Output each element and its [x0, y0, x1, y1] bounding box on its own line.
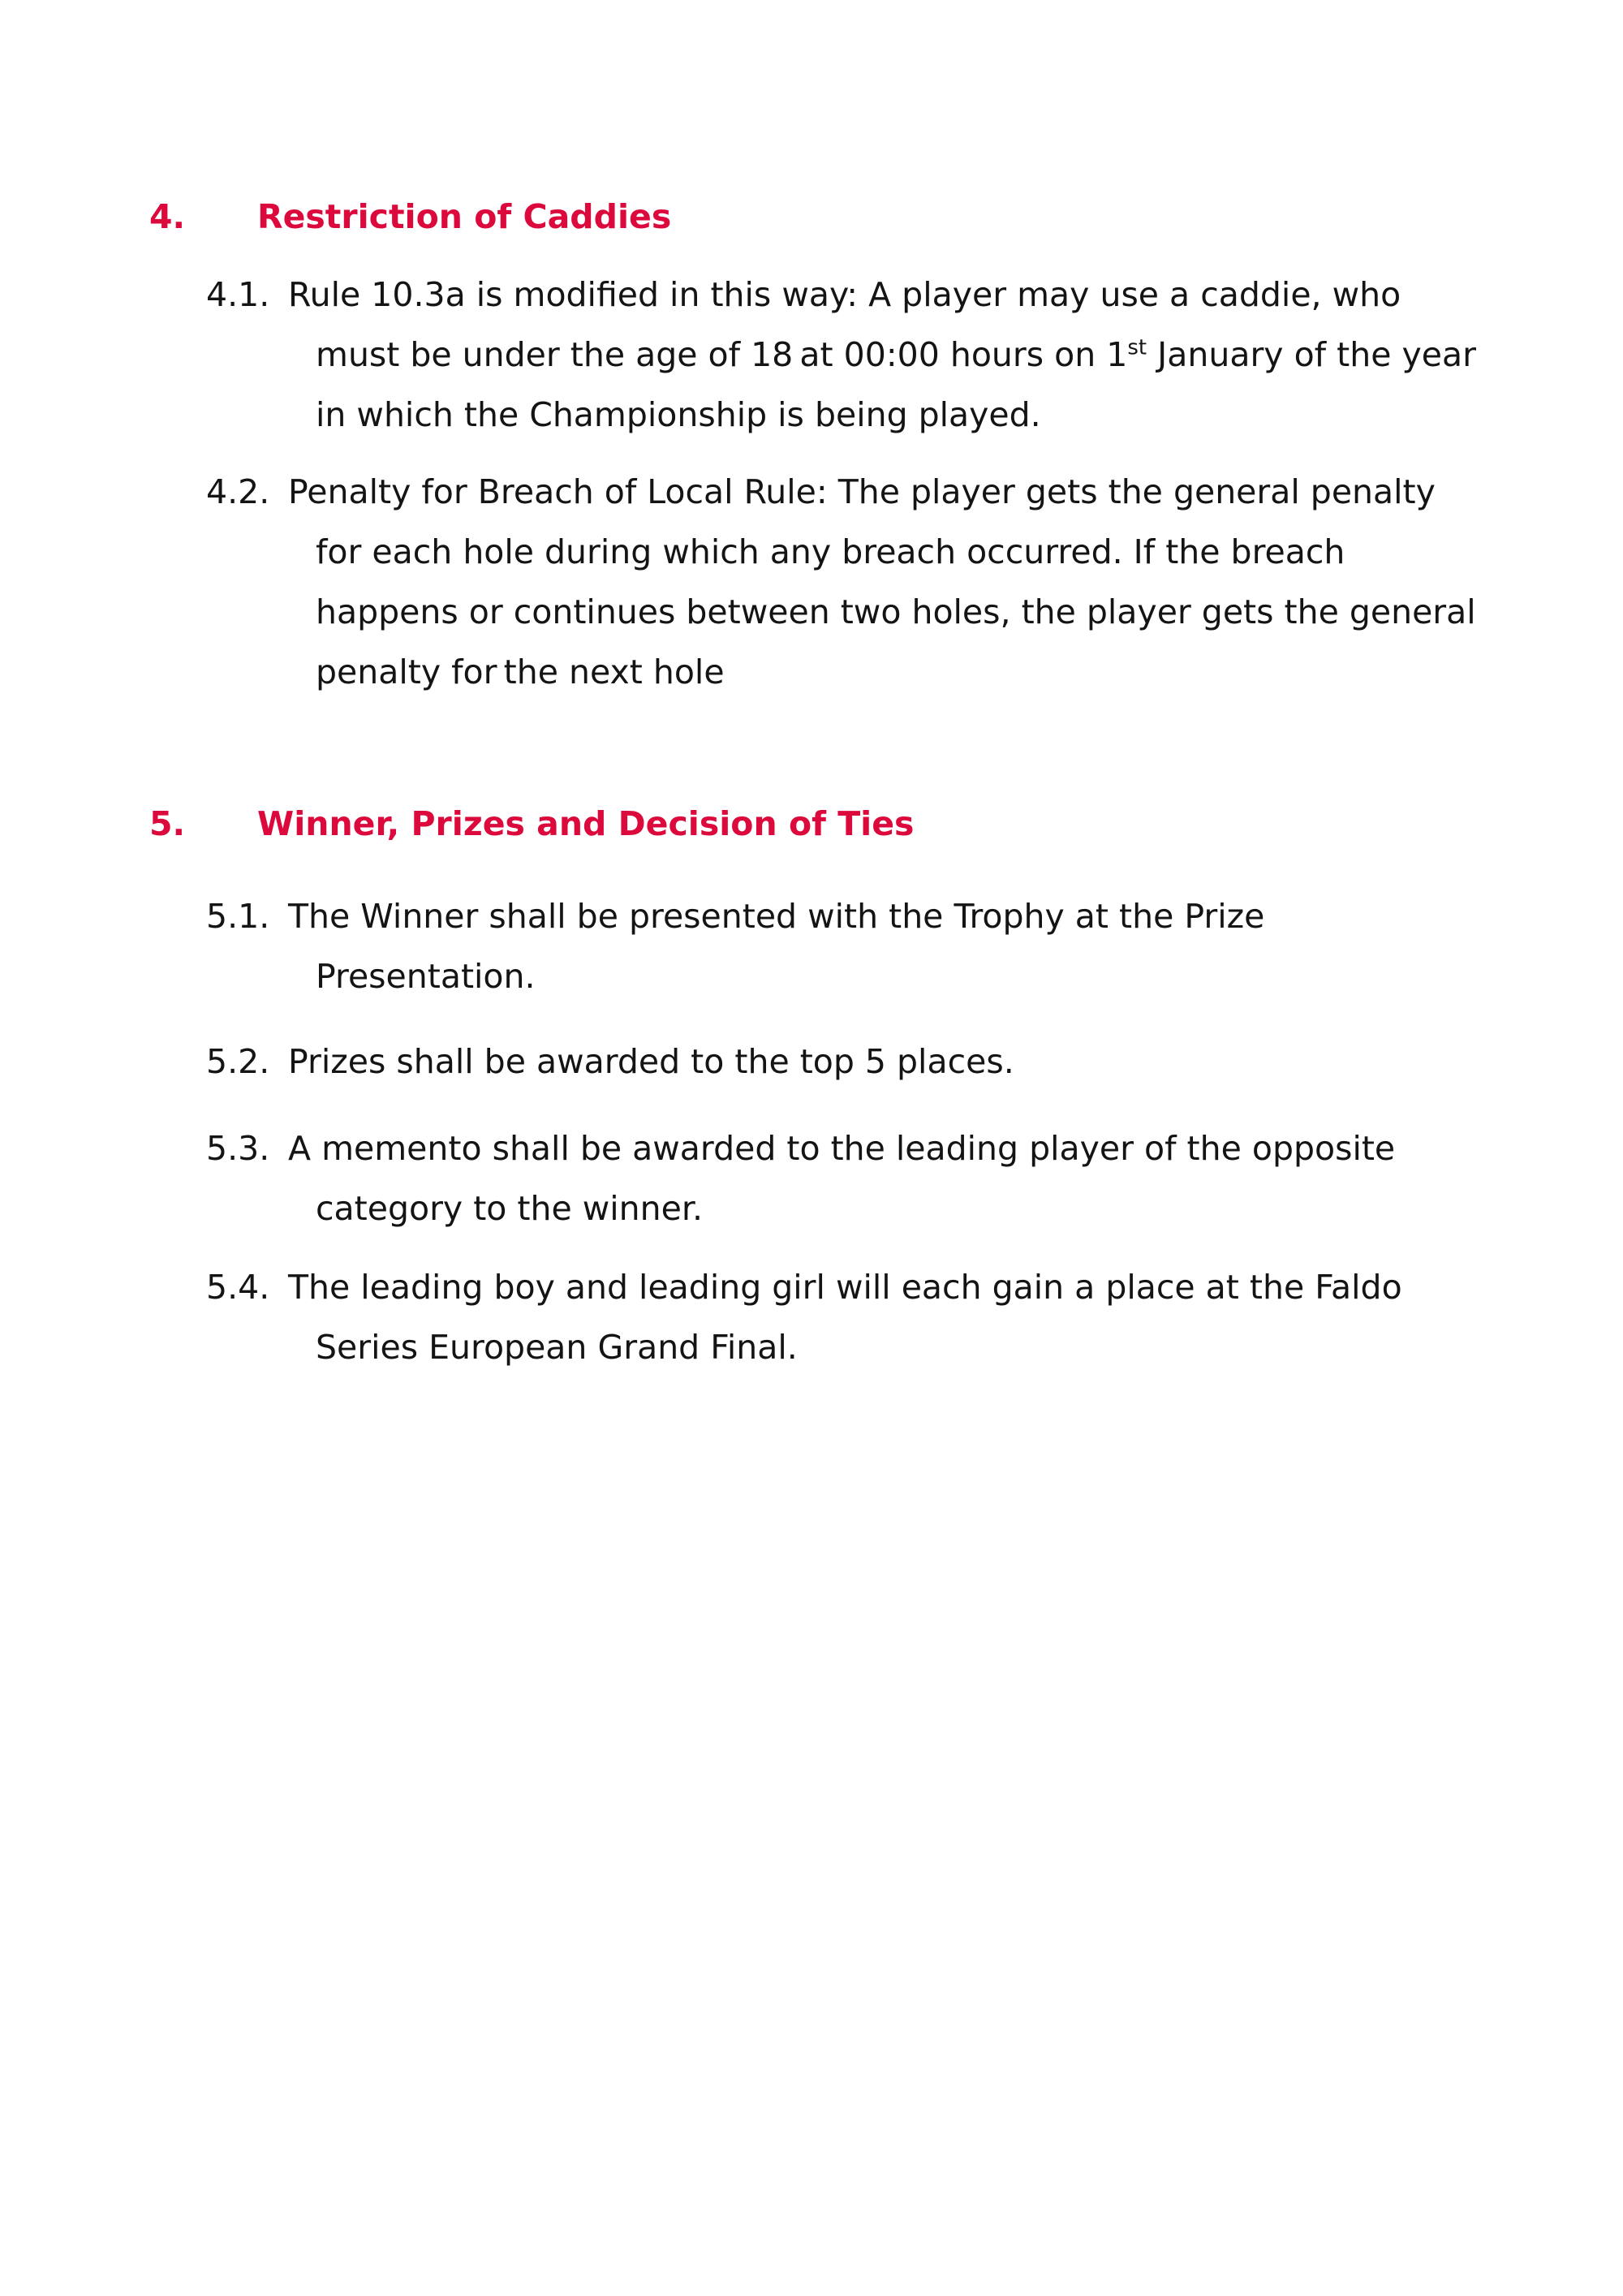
- section-title: Restriction of Caddies: [257, 197, 672, 236]
- clause-line: Prizes shall be awarded to the top 5 places.: [288, 1042, 1014, 1081]
- clause-line: category to the winner.: [316, 1189, 703, 1228]
- clause-number: 4.2.: [206, 472, 270, 511]
- clause-line: in which the Championship is being played.: [316, 395, 1041, 434]
- clause-line: Penalty for Breach of Local Rule: The player gets the general penalty: [288, 472, 1436, 511]
- clause-number: 5.2.: [206, 1042, 270, 1081]
- section-4-heading: [149, 197, 1529, 246]
- clause-number: 5.1.: [206, 897, 270, 936]
- section-number: 4.: [149, 197, 186, 236]
- clause-number: 5.4.: [206, 1268, 270, 1307]
- clause-line: for each hole during which any breach occurred. If the breach: [316, 532, 1345, 571]
- clause-line: A memento shall be awarded to the leading player of the opposite: [288, 1129, 1396, 1168]
- section-5-heading: [149, 804, 1529, 853]
- clause-line: Presentation.: [316, 957, 536, 996]
- clause-line-text: must be under the age of 18 at 00:00 hours on 1: [316, 335, 1128, 374]
- clause-4-2: [206, 462, 1505, 702]
- clause-4-1: [206, 265, 1505, 445]
- section-title: Winner, Prizes and Decision of Ties: [257, 804, 915, 843]
- clause-line: happens or continues between two holes, the player gets the general: [316, 592, 1476, 631]
- clause-line-text: January of the year: [1147, 335, 1476, 374]
- clause-line: The Winner shall be presented with the Trophy at the Prize: [288, 897, 1265, 936]
- section-number: 5.: [149, 804, 186, 843]
- clause-5-4: [206, 1257, 1505, 1377]
- ordinal-superscript: st: [1127, 335, 1147, 360]
- clause-line: The leading boy and leading girl will each gain a place at the Faldo: [288, 1268, 1402, 1307]
- clause-5-2: [206, 1032, 1505, 1092]
- clause-number: 5.3.: [206, 1129, 270, 1168]
- clause-5-1: [206, 886, 1505, 1006]
- clause-number: 4.1.: [206, 275, 270, 314]
- clause-line: penalty for the next hole: [316, 653, 725, 691]
- clause-5-3: [206, 1118, 1505, 1238]
- clause-line: [316, 325, 1476, 385]
- clause-line: Rule 10.3a is modified in this way: A player may use a caddie, who: [288, 275, 1401, 314]
- clause-line: Series European Grand Final.: [316, 1328, 798, 1367]
